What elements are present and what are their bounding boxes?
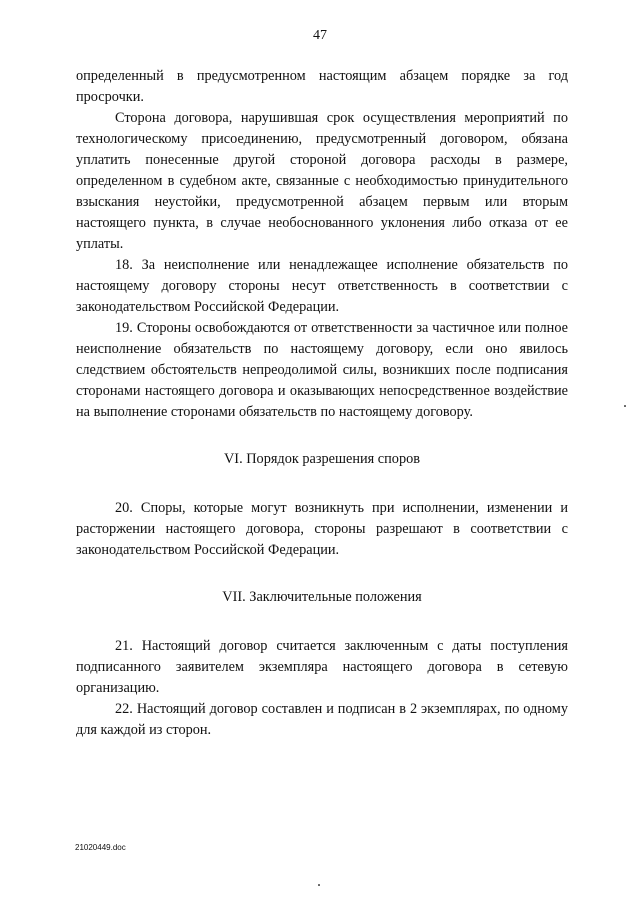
scan-speck [318, 884, 320, 886]
page-number: 47 [313, 28, 327, 43]
section-heading-disputes: VI. Порядок разрешения споров [223, 451, 420, 467]
footer-file-name: 21020449.doc [75, 843, 126, 852]
paragraph-continuation: определенный в предусмотренном настоящим абзацем порядке за год просрочки. [76, 68, 568, 105]
paragraph-clause-18: 18. За неисполнение или ненадлежащее исполнение обязательств по настоящему договору стороны несут ответственность в соответствии с законодательством Российской Федерации. [76, 257, 568, 315]
scan-speck [624, 405, 626, 407]
paragraph-penalty-expenses: Сторона договора, нарушившая срок осуществления мероприятий по технологическому присоединению, предусмотренный договором, обязана уплатить понесенные другой стороной договора расходы в размере, определенном в судебном акте, связанные с необходимостью принудительного взыскания неустойки, предусмотренной абзацем первым или вторым настоящего пункта, в случае необоснованного уклонения либо отказа от ее уплаты. [76, 110, 568, 252]
paragraph-clause-19: 19. Стороны освобождаются от ответственности за частичное или полное неисполнение обязательств по настоящему договору, если оно явилось следствием обстоятельств непреодолимой силы, возникших после подписания сторонами настоящего договора и оказывающих непосредственное воздействие на выполнение сторонами обязательств по настоящему договору. [76, 320, 568, 420]
document-body [76, 66, 568, 741]
paragraph-clause-20: 20. Споры, которые могут возникнуть при исполнении, изменении и расторжении настоящего договора, стороны разрешают в соответствии с законодательством Российской Федерации. [76, 500, 568, 558]
section-heading-final-provisions: VII. Заключительные положения [222, 589, 422, 605]
paragraph-clause-22: 22. Настоящий договор составлен и подписан в 2 экземплярах, по одному для каждой из сторон. [76, 701, 568, 738]
paragraph-clause-21: 21. Настоящий договор считается заключенным с даты поступления подписанного заявителем экземпляра настоящего договора в сетевую организацию. [76, 638, 568, 696]
